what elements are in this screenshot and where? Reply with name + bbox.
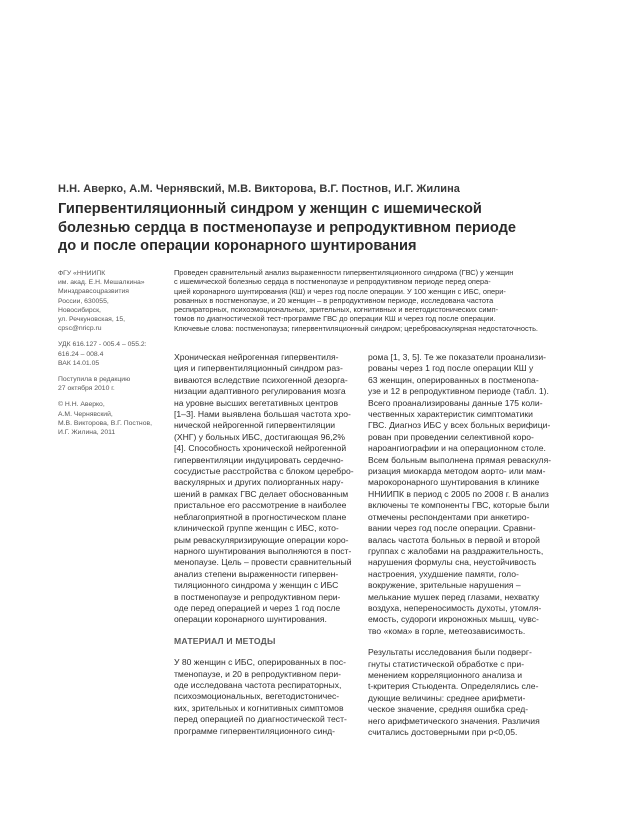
title-line: до и после операции коронарного шунтирования bbox=[58, 238, 417, 254]
body-line: ризация миокарда методом аорто- или мам- bbox=[368, 466, 546, 477]
sidebar-line: cpsc@nricp.ru bbox=[58, 325, 102, 333]
sidebar-line: ВАК 14.01.05 bbox=[58, 359, 100, 367]
body-line: Всем больным выполнена прямая реваскуля- bbox=[368, 454, 552, 465]
body-line: отмечены респондентами при анкетиро- bbox=[368, 511, 530, 522]
abstract-line: Проведен сравнительный анализ выраженности гипервентиляционного синдрома (ГВС) у женщин bbox=[174, 268, 514, 277]
body-line: перед операцией по диагностической тест- bbox=[174, 714, 347, 725]
body-line: нароангиографии и на операционном столе. bbox=[368, 443, 546, 454]
body-line: ких, зрительных и когнитивных симптомов bbox=[174, 702, 344, 713]
body-line: вании через год после операции. Сравни- bbox=[368, 523, 536, 534]
abstract bbox=[174, 268, 579, 333]
body-line: тиляционного синдрома у женщин с ИБС bbox=[174, 580, 339, 591]
sidebar-block bbox=[58, 340, 158, 368]
body-line: в постменопаузе и репродуктивном пери- bbox=[174, 591, 341, 602]
body-line: Результаты исследования были подверг- bbox=[368, 647, 532, 658]
body-line: на уровне высших вегетативных центров bbox=[174, 397, 339, 408]
body-line: сосудистые расстройства с блоком церебро- bbox=[174, 466, 354, 477]
body-line: 63 женщин, оперированных в постменопа- bbox=[368, 374, 539, 385]
sidebar-line: Поступила в редакцию bbox=[58, 376, 131, 384]
abstract-line: рованных в постменопаузе, и 20 женщин – в репродуктивном периоде, исследована частота bbox=[174, 295, 494, 305]
methods-paragraph-continued bbox=[368, 352, 578, 637]
body-line: ция и гипервентиляционный синдром раз- bbox=[174, 363, 343, 374]
body-line: валась частота больных в первой и второй bbox=[368, 534, 540, 545]
body-line: [4]. Способность хронической нейрогенной bbox=[174, 443, 347, 454]
body-line: У 80 женщин с ИБС, оперированных в пос- bbox=[174, 657, 346, 668]
abstract-line: цией коронарного шунтирования (КШ) и через год после операции. У 100 женщин с ИБС, опери- bbox=[174, 286, 506, 296]
body-line: t-критерия Стьюдента. Определялись сле- bbox=[368, 681, 539, 692]
abstract-line: с ишемической болезнью сердца в постменопаузе и репродуктивном периоде перед опера- bbox=[174, 277, 491, 287]
sidebar-line: 27 октября 2010 г. bbox=[58, 385, 115, 393]
body-line: оде перед операцией и через 1 год после bbox=[174, 602, 341, 613]
body-line: тво «кома» в горле, метеозависимость. bbox=[368, 625, 526, 636]
body-line: шений в рамках ГВС делает обоснованным bbox=[174, 488, 349, 499]
body-line: настроения, ухудшение памяти, голо- bbox=[368, 568, 519, 579]
body-line: [1–3]. Нами выявлена большая частота хро- bbox=[174, 409, 351, 420]
sidebar-line: УДК 616.127 - 005.4 – 055.2: bbox=[58, 341, 147, 349]
sidebar-line: М.В. Викторова, В.Г. Постнов, bbox=[58, 419, 152, 427]
body-line: вокружение, зрительные нарушения – bbox=[368, 580, 521, 591]
article-title bbox=[58, 200, 578, 256]
body-line: рома [1, 3, 5]. Те же показатели проанализи- bbox=[368, 352, 546, 362]
body-line: менопаузе. Цель – провести сравнительный bbox=[174, 557, 352, 568]
sidebar-info bbox=[58, 269, 158, 444]
sidebar-block bbox=[58, 375, 158, 393]
body-line: воздуха, непереносимость духоты, утомля- bbox=[368, 602, 542, 613]
sidebar-line: А.М. Чернявский, bbox=[58, 410, 113, 418]
body-line: (ХНГ) у больных ИБС, достигающая 96,2% bbox=[174, 431, 345, 442]
body-line: васкулярных и других полиорганных нару- bbox=[174, 477, 344, 488]
body-column-right bbox=[368, 352, 578, 738]
body-line: тменопаузе, и 20 в репродуктивном пери- bbox=[174, 668, 342, 679]
sidebar-line: 616.24 – 008.4 bbox=[58, 350, 104, 358]
title-line: болезнью сердца в постменопаузе и репродуктивном периоде bbox=[58, 219, 517, 236]
section-heading-methods: МАТЕРИАЛ И МЕТОДЫ bbox=[174, 635, 276, 646]
body-line: рым реваскуляризирующие операции коро- bbox=[174, 534, 349, 545]
sidebar-block bbox=[58, 269, 158, 333]
body-line: емость, судороги икроножных мышц, чувс- bbox=[368, 614, 539, 625]
body-line: дующие величины: среднее арифмети- bbox=[368, 692, 526, 703]
intro-paragraph bbox=[174, 352, 384, 626]
sidebar-line: © Н.Н. Аверко, bbox=[58, 401, 105, 409]
body-line: оде исследована частота респираторных, bbox=[174, 679, 342, 690]
body-line: анализ степени выраженности гипервен- bbox=[174, 568, 339, 579]
statistics-paragraph bbox=[368, 647, 578, 738]
methods-paragraph bbox=[174, 657, 384, 737]
authors-line: Н.Н. Аверко, А.М. Чернявский, М.В. Викторова, В.Г. Постнов, И.Г. Жилина bbox=[58, 183, 460, 195]
sidebar-line: ФГУ «ННИИПК bbox=[58, 270, 106, 277]
sidebar-line: И.Г. Жилина, 2011 bbox=[58, 429, 116, 437]
sidebar-line: Новосибирск, bbox=[58, 306, 101, 314]
body-line: Хроническая нейрогенная гипервентиля- bbox=[174, 352, 339, 362]
abstract-line: респираторных, психоэмоциональных, зрительных, когнитивных и вегетодистонических симп- bbox=[174, 305, 499, 315]
body-line: пристальное его рассмотрение в наиболее bbox=[174, 500, 347, 511]
sidebar-line: ул. Речкуновская, 15, bbox=[58, 316, 126, 324]
sidebar-line: им. акад. Е.Н. Мешалкина» bbox=[58, 279, 145, 287]
body-line: гнуты статистической обработке с при- bbox=[368, 658, 525, 669]
title-line: Гипервентиляционный синдром у женщин с ишемической bbox=[58, 201, 482, 217]
body-line: низации адаптивного регулирования мозга bbox=[174, 386, 346, 397]
body-column-left bbox=[174, 352, 384, 737]
body-line: него арифметического значения. Различия bbox=[368, 715, 540, 726]
body-line: программе гипервентиляционного синд- bbox=[174, 725, 336, 736]
body-line: гипервентиляции индуцировать сердечно- bbox=[174, 454, 344, 465]
sidebar-line: Минздравсоцразвития bbox=[58, 288, 129, 296]
body-line: рован при проведении селективной коро- bbox=[368, 431, 534, 442]
body-line: рованы через 1 год после операции КШ у bbox=[368, 363, 534, 374]
body-line: мелькание мушек перед глазами, нехватку bbox=[368, 591, 540, 602]
body-line: считались достоверными при р<0,05. bbox=[368, 727, 518, 737]
body-line: виваются вследствие психогенной дезорга- bbox=[174, 374, 348, 385]
body-line: марокоронарного шунтирования в клинике bbox=[368, 477, 540, 488]
body-line: ГВС. Диагноз ИБС у всех больных верифици- bbox=[368, 420, 551, 431]
abstract-line: Ключевые слова: постменопауза; гипервентиляционный синдром; церебровaскулярная недостаточность. bbox=[174, 323, 538, 333]
body-line: Всего проанализированы данные 175 коли- bbox=[368, 397, 543, 408]
body-line: неблагоприятной в прогностическом плане bbox=[174, 511, 347, 522]
body-line: операции коронарного шунтирования. bbox=[174, 614, 327, 625]
body-line: ННИИПК в период с 2005 по 2008 г. В анализ bbox=[368, 488, 549, 499]
body-line: психоэмоциональных, вегетодистоничес- bbox=[174, 691, 340, 702]
body-line: группах с жалобами на раздражительность, bbox=[368, 545, 544, 556]
abstract-line: томов по диагностической тест-программе ГВС до операции КШ и через год после операции. bbox=[174, 314, 496, 324]
sidebar-block bbox=[58, 400, 158, 437]
body-line: менением корреляционного анализа и bbox=[368, 669, 523, 680]
body-line: клинической группе женщин с ИБС, кото- bbox=[174, 523, 339, 534]
body-line: узе и 12 в репродуктивном периоде (табл. 1). bbox=[368, 386, 549, 397]
sidebar-line: России, 630055, bbox=[58, 297, 109, 305]
body-line: чественных характеристик симптоматики bbox=[368, 409, 533, 420]
body-line: включены те компоненты ГВС, которые были bbox=[368, 500, 550, 511]
body-line: нарного шунтирования выполняются в пост- bbox=[174, 545, 352, 556]
body-line: нической нейрогенной гипервентиляции bbox=[174, 420, 336, 431]
body-line: ческое значение, средняя ошибка сред- bbox=[368, 704, 529, 715]
body-line: нарушения формулы сна, неустойчивость bbox=[368, 557, 537, 568]
